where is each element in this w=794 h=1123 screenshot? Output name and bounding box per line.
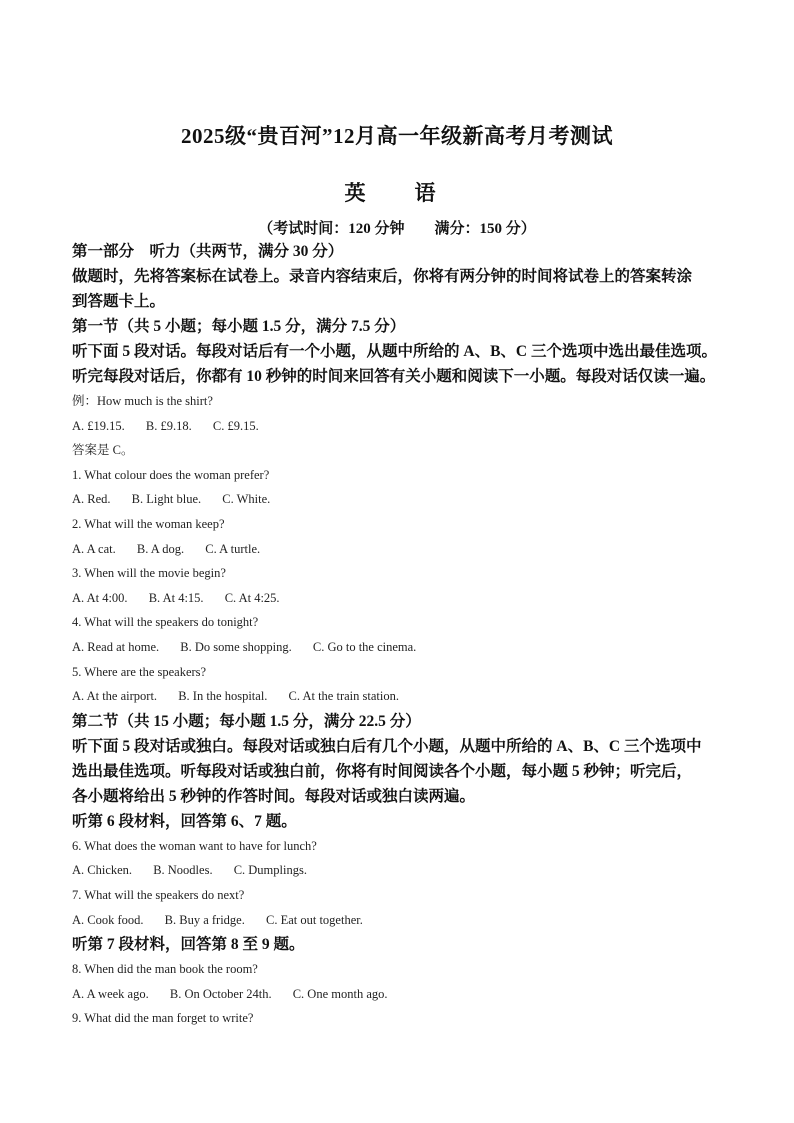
section2-instruction: 选出最佳选项。听每段对话或独白前，你将有时间阅读各个小题，每小题 5 秒钟；听完后，	[72, 762, 693, 780]
section2-instruction: 各小题将给出 5 秒钟的作答时间。每段对话或独白读两遍。	[72, 787, 476, 805]
part1-heading: 第一部分 听力（共两节，满分 30 分）	[72, 243, 344, 260]
option: C. Go to the cinema.	[312, 639, 417, 654]
part1-instruction: 到答题卡上。	[72, 293, 166, 310]
option: A. At the airport.	[72, 689, 158, 704]
option: A. Cook food.	[72, 912, 144, 927]
section1-heading: 第一节（共 5 小题；每小题 1.5 分，满分 7.5 分）	[72, 318, 406, 335]
option: B. A dog.	[136, 541, 185, 556]
question: 7. What will the speakers do next?	[72, 887, 245, 902]
question-options	[72, 537, 732, 562]
question: 1. What colour does the woman prefer?	[72, 467, 270, 482]
option: B. Do some shopping.	[180, 639, 292, 654]
question: 2. What will the woman keep?	[72, 516, 225, 531]
option: C. £9.15.	[212, 418, 259, 433]
question-options	[72, 586, 732, 611]
option: B. £9.18.	[145, 418, 192, 433]
option: B. Noodles.	[153, 863, 213, 878]
example-question: 例：How much is the shirt?	[72, 394, 213, 408]
option: C. A turtle.	[205, 541, 261, 556]
section2-instruction: 听下面 5 段对话或独白。每段对话或独白后有几个小题，从题中所给的 A、B、C 三个选项中	[72, 737, 702, 755]
option: B. Buy a fridge.	[164, 912, 245, 927]
section1-instruction: 听完每段对话后，你都有 10 秒钟的时间来回答有关小题和阅读下一小题。每段对话仅读一遍。	[72, 368, 716, 385]
question-options	[72, 684, 732, 709]
question-options	[72, 487, 732, 512]
question: 6. What does the woman want to have for lunch?	[72, 838, 317, 853]
option: A. A week ago.	[72, 986, 149, 1001]
question: 9. What did the man forget to write?	[72, 1011, 254, 1026]
section2-heading: 第二节（共 15 小题；每小题 1.5 分，满分 22.5 分）	[72, 712, 421, 730]
question-options	[72, 982, 732, 1007]
part1-instruction: 做题时，先将答案标在试卷上。录音内容结束后，你将有两分钟的时间将试卷上的答案转涂	[72, 268, 693, 285]
question: 5. Where are the speakers?	[72, 664, 207, 679]
option: B. At 4:15.	[148, 590, 204, 605]
section1-instruction: 听下面 5 段对话。每段对话后有一个小题，从题中所给的 A、B、C 三个选项中选出最佳选项。	[72, 343, 717, 360]
option: C. White.	[222, 492, 271, 507]
question-options	[72, 858, 732, 883]
option: C. At 4:25.	[224, 590, 280, 605]
question-options	[72, 635, 732, 660]
question: 4. What will the speakers do tonight?	[72, 615, 259, 630]
example-answer: 答案是 C。	[72, 443, 134, 458]
option: C. Eat out together.	[265, 912, 363, 927]
material-heading: 听第 7 段材料，回答第 8 至 9 题。	[72, 936, 305, 954]
option: C. At the train station.	[288, 689, 399, 704]
option: A. Chicken.	[72, 863, 133, 878]
option: A. Read at home.	[72, 639, 160, 654]
example-options	[72, 414, 732, 439]
option: C. One month ago.	[292, 986, 388, 1001]
option: B. Light blue.	[131, 492, 202, 507]
question: 3. When will the movie begin?	[72, 566, 226, 581]
option: A. At 4:00.	[72, 590, 128, 605]
option: A. Red.	[72, 492, 111, 507]
option: B. On October 24th.	[169, 986, 272, 1001]
option: B. In the hospital.	[178, 689, 268, 704]
question-options	[72, 908, 732, 933]
question: 8. When did the man book the room?	[72, 962, 258, 977]
material-heading: 听第 6 段材料，回答第 6、7 题。	[72, 812, 297, 830]
exam-title: 2025级“贵百河”12月高一年级新高考月考测试	[181, 124, 613, 148]
option: A. A cat.	[72, 541, 116, 556]
exam-info: （考试时间：120 分钟 满分：150 分）	[258, 221, 536, 237]
option: A. £19.15.	[72, 418, 125, 433]
exam-body	[72, 239, 732, 1031]
option: C. Dumplings.	[233, 863, 307, 878]
subject-title: 英 语	[344, 181, 450, 205]
